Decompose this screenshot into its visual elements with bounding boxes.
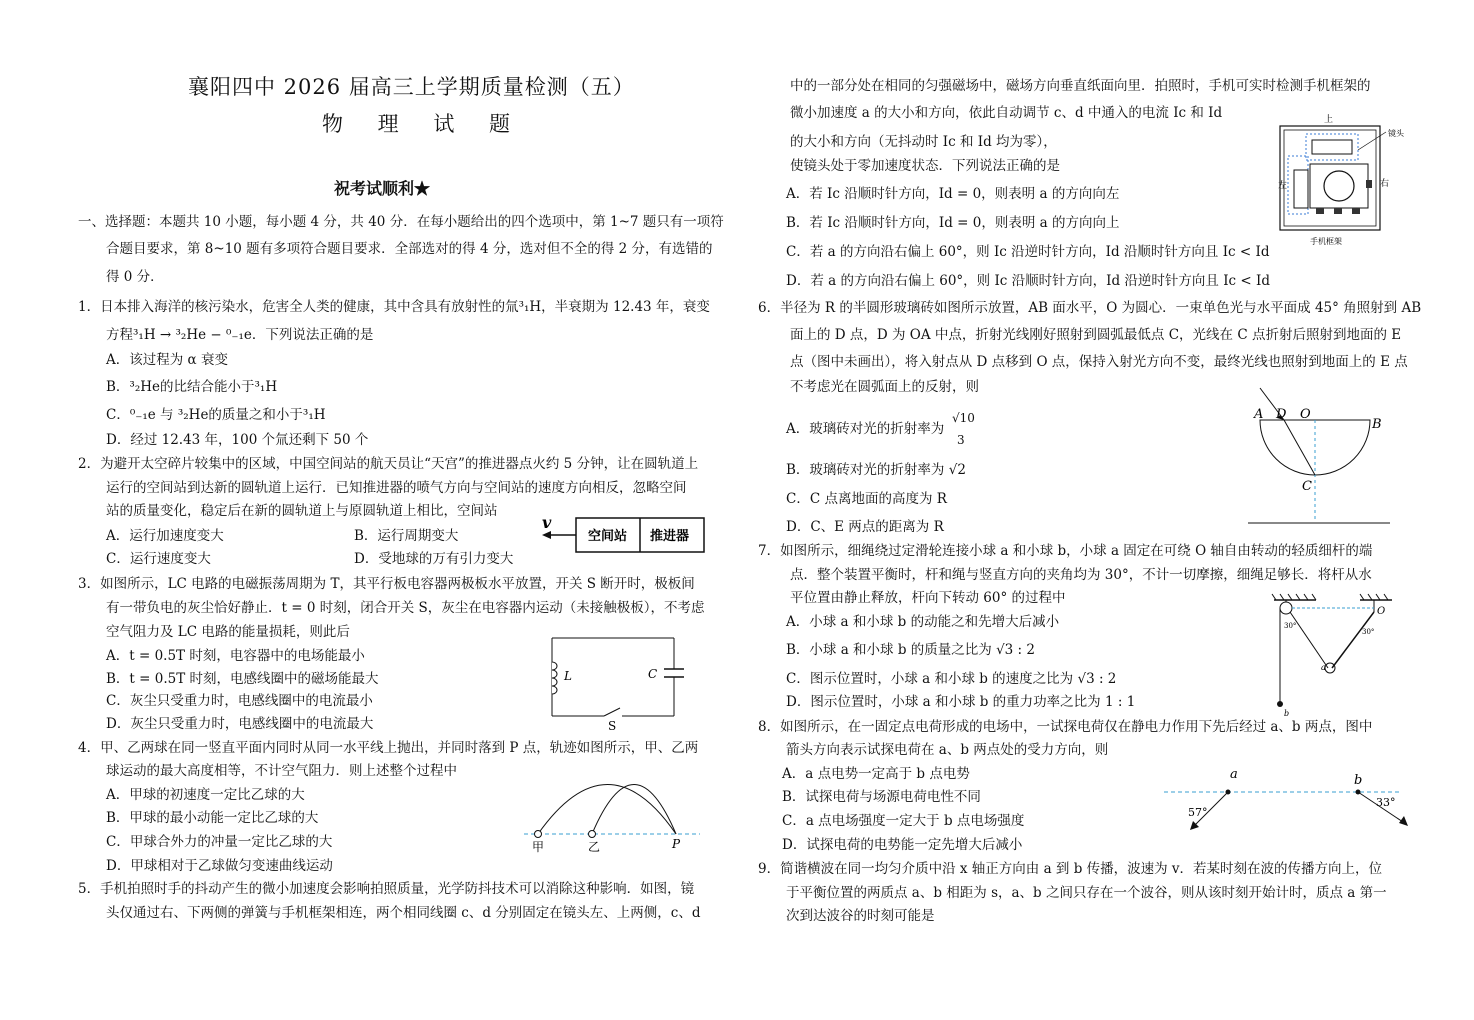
label-frame: 手机框架 — [1310, 237, 1342, 246]
lens-circle — [1324, 171, 1354, 201]
q1-stem-2: 方程³₁H → ³₂He − ⁰₋₁e．下列说法正确的是 — [106, 327, 374, 343]
label-c: C — [1302, 479, 1312, 494]
semicircle-glass-figure — [1244, 384, 1394, 526]
q7-stem-2: 点．整个装置平衡时，杆和绳与竖直方向的夹角均为 30°，不计一切摩擦，细绳足够长．将杆从水 — [790, 567, 1372, 583]
q8-option-a: A．a 点电势一定高于 b 点电势 — [782, 766, 970, 782]
trajectory-jia — [538, 785, 676, 835]
q9-stem: 9．简谐横波在同一均匀介质中沿 x 轴正方向由 a 到 b 传播，波速为 v．若某时刻在波的传播方向上，位 — [758, 861, 1383, 877]
q6-stem-4: 不考虑光在圆弧面上的反射，则 — [790, 379, 979, 395]
q5-option-d: D．若 a 的方向沿右偏上 60°，则 Ic 沿顺时针方向，Id 沿逆时针方向且 Ic < Id — [786, 273, 1270, 289]
label-d: D — [1276, 407, 1287, 422]
q2-option-b: B．运行周期变大 — [354, 528, 459, 544]
q8-option-c: C．a 点电场强度一定大于 b 点电场强度 — [782, 813, 1025, 829]
q5-cont-4: 使镜头处于零加速度状态．下列说法正确的是 — [790, 158, 1060, 174]
label-o: O — [1377, 606, 1386, 617]
q2-option-d: D．受地球的万有引力变大 — [354, 551, 514, 567]
q7-stem: 7．如图所示，细绳绕过定滑轮连接小球 a 和小球 b，小球 a 固定在可绕 O 轴自由转动的轻质细杆的端 — [758, 543, 1373, 559]
q3-option-a: A．t = 0.5T 时刻，电容器中的电场能最小 — [106, 648, 365, 664]
q5-cont-3: 的大小和方向（无抖动时 Ic 和 Id 均为零）， — [790, 134, 1057, 150]
q8-option-d: D．试探电荷的电势能一定先增大后减小 — [782, 837, 1023, 853]
phone-lens-figure — [1272, 110, 1412, 250]
ball-a — [1325, 663, 1335, 673]
q4-stem-2: 球运动的最大高度相等，不计空气阻力．则上述整个过程中 — [106, 763, 457, 779]
q4-stem: 4．甲、乙两球在同一竖直平面内同时从同一水平线上抛出，并同时落到 P 点，轨迹如图所示，甲、乙两 — [78, 740, 699, 756]
ball-b — [1277, 701, 1283, 707]
q1-option-b: B．³₂He的比结合能小于³₁H — [106, 379, 278, 395]
section-instructions-2: 合题目要求，第 8~10 题有多项符合题目要求．全部选对的得 4 分，选对但不全的得 2 分，有选错的 — [106, 241, 713, 257]
inner-frame — [1284, 130, 1376, 226]
label-lens: 镜头 — [1388, 129, 1404, 138]
label-yi: 乙 — [588, 840, 601, 854]
q5-cont-1: 中的一部分处在相同的匀强磁场中，磁场方向垂直纸面向里．拍照时，手机可实时检测手机框架的 — [790, 78, 1371, 94]
q4-option-d: D．甲球相对于乙球做匀变速曲线运动 — [106, 858, 333, 874]
q1-option-a: A．该过程为 α 衰变 — [106, 352, 228, 368]
q4-option-c: C．甲球合外力的冲量一定比乙球的大 — [106, 834, 333, 850]
section-instructions: 一、选择题：本题共 10 小题，每小题 4 分，共 40 分．在每小题给出的四个选项中，第 1~7 题只有一项符 — [78, 214, 724, 230]
q2-stem: 2．为避开太空碎片较集中的区域，中国空间站的航天员让“天宫”的推进器点火约 5 分钟，让在圆轨道上 — [78, 456, 699, 472]
capacitor-label: C — [648, 667, 658, 681]
label-o: O — [1300, 407, 1311, 422]
q2-option-c: C．运行速度变大 — [106, 551, 211, 567]
coil-d — [1312, 140, 1352, 154]
q5-option-b: B．若 Ic 沿顺时针方向，Id = 0，则表明 a 的方向向上 — [786, 215, 1120, 231]
angle-33: 33° — [1376, 796, 1396, 809]
phone-frame — [1280, 126, 1380, 230]
q9-stem-2: 于平衡位置的两质点 a、b 相距为 s，a、b 之间只存在一个波谷，则从该时刻开始计时，质点 a 第一 — [786, 885, 1387, 901]
q6-stem-3: 点（图中未画出），将入射点从 D 点移到 O 点，保持入射光方向不变，最终光线也照射到地面上的 E 点 — [790, 354, 1408, 370]
angle-30-rope: 30° — [1284, 622, 1297, 630]
inductor-coil — [552, 662, 557, 694]
q3-stem-2: 有一带负电的灰尘恰好静止．t = 0 时刻，闭合开关 S，灰尘在电容器内运动（未接触极板），不考虑 — [106, 600, 705, 616]
label-p: P — [672, 837, 681, 851]
q8-stem-2: 箭头方向表示试探电荷在 a、b 两点处的受力方向，则 — [786, 742, 1109, 758]
q6-option-a-numerator: √10 — [952, 411, 975, 425]
spring-bottom-1 — [1316, 208, 1324, 214]
electric-force-figure — [1162, 768, 1412, 832]
q5-stem-2: 头仅通过右、下两侧的弹簧与手机框架相连，两个相同线圈 c、d 分别固定在镜头左、上两侧，c、d — [106, 905, 701, 921]
q8-option-b: B．试探电荷与场源电荷电性不同 — [782, 789, 981, 805]
pulley-rod-figure — [1266, 590, 1400, 718]
page-title: 襄阳四中 2026 届高三上学期质量检测（五） — [188, 75, 635, 99]
section-instructions-3: 得 0 分． — [106, 269, 164, 285]
q2-option-a: A．运行加速度变大 — [106, 528, 224, 544]
q5-option-c: C．若 a 的方向沿右偏上 60°，则 Ic 沿逆时针方向，Id 沿顺时针方向且 Ic < Id — [786, 244, 1270, 260]
q6-option-a: A．玻璃砖对光的折射率为 — [786, 421, 945, 437]
lc-circuit-figure — [546, 632, 686, 732]
q6-option-a-denominator: 3 — [957, 433, 965, 447]
q7-stem-3: 平位置由静止释放，杆向下转动 60° 的过程中 — [790, 590, 1066, 606]
q4-option-b: B．甲球的最小动能一定比乙球的大 — [106, 810, 319, 826]
thruster-label: 推进器 — [650, 529, 690, 544]
ball-jia — [535, 831, 542, 838]
label-left: 左 — [1278, 181, 1288, 191]
angle-30-rod: 30° — [1362, 628, 1375, 636]
q2-stem-3: 站的质量变化，稳定后在新的圆轨道上与原圆轨道上相比，空间站 — [106, 503, 498, 519]
q6-option-d: D．C、E 两点的距离为 R — [786, 519, 944, 535]
light-rod — [1332, 612, 1374, 668]
q3-option-b: B．t = 0.5T 时刻，电感线圈中的磁场能最大 — [106, 671, 379, 687]
page-subtitle: 物 理 试 题 — [322, 112, 525, 136]
q7-option-d: D．图示位置时，小球 a 和小球 b 的重力功率之比为 1 : 1 — [786, 694, 1136, 710]
refracted-ray — [1284, 420, 1315, 475]
q1-stem: 1．日本排入海洋的核污染水，危害全人类的健康，其中含具有放射性的氚³₁H，半衰期为 12.43 年，衰变 — [78, 299, 710, 315]
spring-bottom-3 — [1352, 208, 1360, 214]
q6-option-c: C．C 点离地面的高度为 R — [786, 491, 947, 507]
label-jia: 甲 — [532, 840, 545, 854]
magnetic-field-left — [1288, 156, 1308, 214]
label-right: 右 — [1380, 179, 1390, 189]
q3-stem: 3．如图所示，LC 电路的电磁振荡周期为 T，其平行板电容器两极板水平放置，开关 S 断开时，极板间 — [78, 576, 695, 592]
ball-yi — [589, 831, 596, 838]
q1-option-c: C．⁰₋₁e 与 ³₂He的质量之和小于³₁H — [106, 407, 326, 423]
label-a: A — [1254, 407, 1264, 422]
velocity-label: v — [542, 513, 552, 532]
label-b: B — [1372, 417, 1382, 432]
switch-label: S — [608, 719, 617, 732]
force-arrowhead-b — [1399, 816, 1408, 826]
q3-option-c: C．灰尘只受重力时，电感线圈中的电流最小 — [106, 693, 373, 709]
velocity-arrowhead — [542, 531, 551, 539]
q6-option-b: B．玻璃砖对光的折射率为 √2 — [786, 462, 966, 478]
q3-option-d: D．灰尘只受重力时，电感线圈中的电流最大 — [106, 716, 374, 732]
blessing: 祝考试顺利★ — [334, 179, 431, 198]
q6-stem-2: 面上的 D 点，D 为 OA 中点，折射光线刚好照射到圆弧最低点 C，光线在 C 点折射后照射到地面的 E — [790, 327, 1402, 343]
projectile-figure — [520, 775, 710, 855]
q8-stem: 8．如图所示，在一固定点电荷形成的电场中，一试探电荷仅在静电力作用下先后经过 a、b 两点，图中 — [758, 719, 1373, 735]
q9-stem-3: 次到达波谷的时刻可能是 — [786, 908, 935, 924]
angle-57: 57° — [1188, 806, 1208, 819]
q2-figure — [538, 512, 708, 558]
label-a: a — [1321, 663, 1326, 672]
rope-to-a — [1290, 612, 1328, 668]
q7-option-a: A．小球 a 和小球 b 的动能之和先增大后减小 — [786, 614, 1060, 630]
q1-option-d: D．经过 12.43 年，100 个氚还剩下 50 个 — [106, 432, 369, 448]
ceiling-hatching — [1272, 594, 1388, 600]
label-a: a — [1230, 768, 1238, 782]
coil-c — [1294, 170, 1308, 208]
q7-option-b: B．小球 a 和小球 b 的质量之比为 √3 : 2 — [786, 642, 1035, 658]
q5-option-a: A．若 Ic 沿顺时针方向，Id = 0，则表明 a 的方向向左 — [786, 186, 1120, 202]
label-b: b — [1284, 709, 1290, 718]
magnetic-field-top — [1306, 134, 1358, 160]
inductor-label: L — [564, 669, 572, 683]
spring-bottom-2 — [1334, 208, 1342, 214]
q3-stem-3: 空气阻力及 LC 电路的能量损耗，则此后 — [106, 624, 350, 640]
q4-option-a: A．甲球的初速度一定比乙球的大 — [106, 787, 305, 803]
spring-right — [1366, 180, 1372, 188]
q7-option-c: C．图示位置时，小球 a 和小球 b 的速度之比为 √3 : 2 — [786, 671, 1117, 687]
space-station-label: 空间站 — [588, 529, 628, 544]
q6-stem: 6．半径为 R 的半圆形玻璃砖如图所示放置，AB 面水平，O 为圆心．一束单色光与水平面成 45° 角照射到 AB — [758, 300, 1422, 316]
label-b: b — [1354, 773, 1363, 788]
q2-stem-2: 运行的空间站到达新的圆轨道上运行．已知推进器的喷气方向与空间站的速度方向相反，忽略空间 — [106, 480, 687, 496]
switch-blade — [604, 708, 620, 716]
q5-cont-2: 微小加速度 a 的大小和方向，依此自动调节 c、d 中通入的电流 Ic 和 Id — [790, 105, 1223, 121]
lens-pointer — [1358, 132, 1386, 150]
q5-stem: 5．手机拍照时手的抖动产生的微小加速度会影响拍照质量，光学防抖技术可以消除这种影响．如图，镜 — [78, 881, 695, 897]
label-up: 上 — [1324, 115, 1334, 125]
